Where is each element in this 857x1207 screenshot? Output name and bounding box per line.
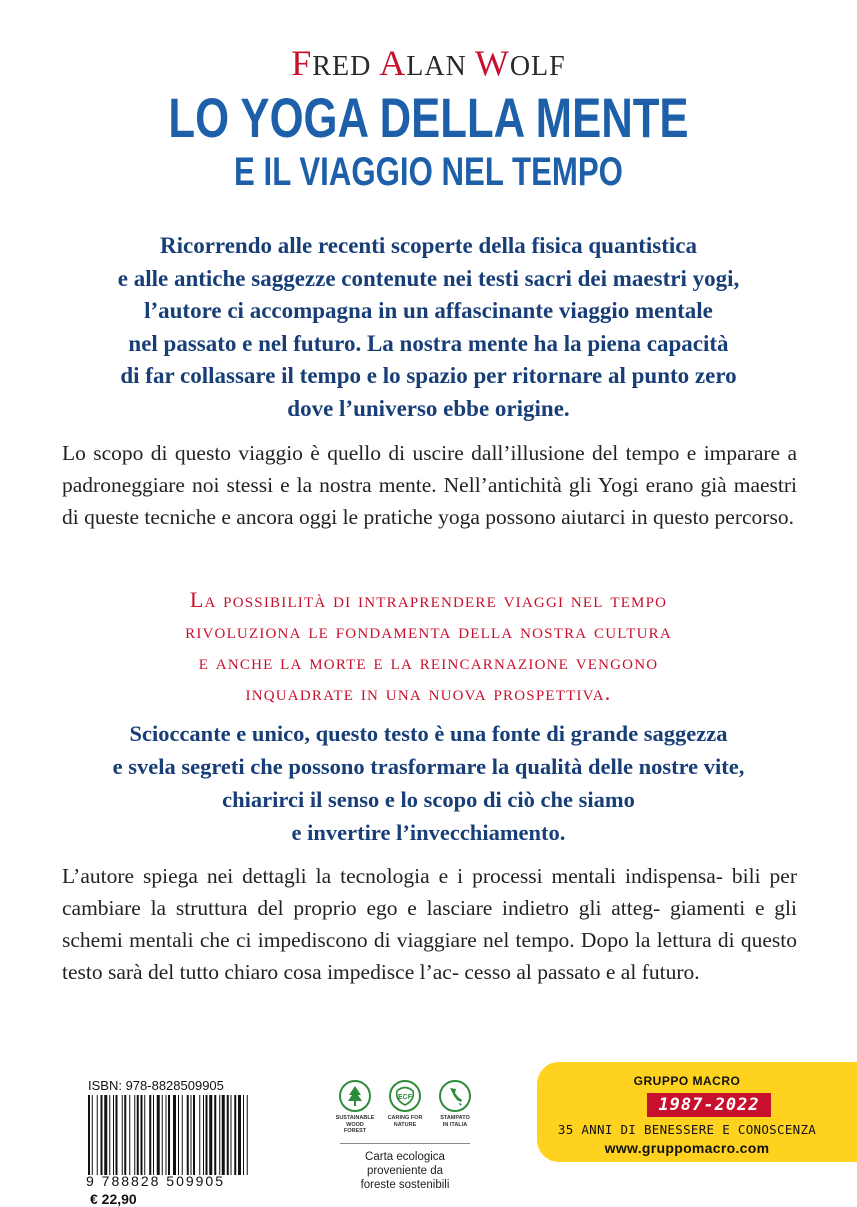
intro-line: Ricorrendo alle recenti scoperte della fisica quantistica <box>160 233 697 258</box>
barcode-bar <box>191 1095 192 1175</box>
eco-text-line: Carta ecologica <box>365 1150 445 1163</box>
barcode-bar <box>203 1095 204 1175</box>
author-part-fred: RED <box>312 51 380 82</box>
quote-line: chiarirci il senso e lo scopo di ciò che siamo <box>222 787 635 812</box>
barcode-bar <box>187 1095 189 1175</box>
intro-line: l’autore ci accompagna in un affascinante viaggio mentale <box>144 298 713 323</box>
quote-line: e invertire l’invecchiamento. <box>291 820 566 845</box>
highlight-line: La possibilità di intraprendere viaggi nel tempo <box>189 587 668 612</box>
eco-text-line: proveniente da <box>366 1164 444 1177</box>
barcode-bar <box>222 1095 225 1175</box>
paragraph-line: Yogi erano già maestri di queste tecniche e ancora oggi le pratiche yoga <box>62 473 798 529</box>
barcode-bar <box>137 1095 139 1175</box>
author-initial-w: W <box>474 43 510 83</box>
barcode-bar <box>227 1095 229 1175</box>
barcode-block <box>86 1078 296 1207</box>
eco-divider <box>340 1143 470 1144</box>
barcode-bar <box>209 1095 212 1175</box>
eco-label: STAMPATO <box>440 1115 470 1121</box>
barcode-bar <box>157 1095 160 1175</box>
svg-text:ECF: ECF <box>398 1094 412 1101</box>
barcode-bar <box>141 1095 143 1175</box>
barcode-bar <box>153 1095 154 1175</box>
quote-line: e svela segreti che possono trasformare la qualità delle nostre vite, <box>112 754 745 779</box>
eco-item <box>385 1080 425 1135</box>
barcode-bar <box>101 1095 103 1175</box>
book-title: LO YOGA DELLA MENTE <box>168 86 689 149</box>
intro-line: dove l’universo ebbe origine. <box>287 395 570 421</box>
paragraph-line: cesso al passato e al futuro. <box>464 960 700 984</box>
eco-text <box>335 1150 475 1192</box>
publisher-name: GRUPPO MACRO <box>633 1074 741 1088</box>
barcode-bar <box>92 1095 93 1175</box>
quote-line: Scioccante e unico, questo testo è una fonte di grande saggezza <box>129 721 728 746</box>
author-part-alan: LAN <box>406 51 475 82</box>
paragraph-line: Lo scopo di questo viaggio è quello di uscire dall’illusione del tempo e <box>62 441 697 465</box>
eco-text-line: foreste sostenibili <box>360 1178 450 1191</box>
barcode-bar <box>149 1095 151 1175</box>
barcode-bar <box>144 1095 145 1175</box>
paragraph-line: bili per cambiare la struttura del proprio ego e lasciare indietro gli atteg- <box>62 864 798 920</box>
barcode-bar <box>109 1095 110 1175</box>
barcode-bar <box>116 1095 118 1175</box>
book-subtitle: E IL VIAGGIO NEL TEMPO <box>234 150 623 194</box>
barcode-bar <box>166 1095 167 1175</box>
barcode-digits: 9 788828 509905 <box>86 1173 225 1189</box>
barcode-bar <box>168 1095 170 1175</box>
paragraph-line: L’autore spiega nei dettagli la tecnologia e i processi mentali indispensa- <box>62 864 723 888</box>
eco-block <box>335 1080 475 1192</box>
publisher-badge <box>537 1062 857 1162</box>
price: € 22,90 <box>90 1191 137 1207</box>
highlight-line: e anche la morte e la reincarnazione vengono <box>198 649 659 674</box>
highlight-text <box>40 584 817 708</box>
intro-text <box>60 230 797 425</box>
barcode-bar <box>122 1095 123 1175</box>
intro-line: di far collassare il tempo e lo spazio per ritornare al punto zero <box>120 363 737 388</box>
barcode-bar <box>206 1095 208 1175</box>
quote-text <box>50 717 807 849</box>
body-paragraph-1 <box>62 437 797 533</box>
eco-item <box>335 1080 375 1135</box>
barcode-bar <box>134 1095 135 1175</box>
eco-label: CARING FOR <box>387 1115 423 1121</box>
author-part-wolf: OLF <box>509 51 566 82</box>
intro-line: nel passato e nel futuro. La nostra mente ha la piena capacità <box>128 330 729 356</box>
barcode-bar <box>247 1095 248 1175</box>
barcode-bar <box>234 1095 236 1175</box>
barcode-bar <box>97 1095 98 1175</box>
barcode-bar <box>162 1095 163 1175</box>
publisher-website[interactable]: www.gruppomacro.com <box>604 1140 770 1156</box>
barcode-bar <box>129 1095 130 1175</box>
barcode-bar <box>173 1095 176 1175</box>
barcode-bar <box>193 1095 195 1175</box>
intro-line: e alle antiche saggezze contenute nei testi sacri dei maestri yogi, <box>117 265 740 291</box>
author-name <box>0 42 857 84</box>
paragraph-line: imparare a padroneggiare noi stessi e la nostra mente. Nell’antichità gli <box>62 441 798 497</box>
eco-label: IN ITALIA <box>442 1121 468 1128</box>
tree-icon <box>339 1080 371 1112</box>
barcode-bar <box>238 1095 241 1175</box>
barcode-bar <box>219 1095 220 1175</box>
paragraph-line: Dopo la lettura di questo testo sarà del tutto chiaro cosa impedisce l’ac- <box>62 928 797 984</box>
barcode-bar <box>113 1095 114 1175</box>
italy-icon <box>439 1080 471 1112</box>
barcode-bar <box>199 1095 200 1175</box>
isbn-label: ISBN: 978-8828509905 <box>88 1078 224 1093</box>
eco-label: SUSTAINABLE <box>335 1115 375 1121</box>
barcode-bar <box>88 1095 90 1175</box>
barcode-bar <box>124 1095 126 1175</box>
barcode-bar <box>104 1095 107 1175</box>
highlight-line: inquadrate in una nuova prospettiva. <box>245 680 612 705</box>
author-initial-a: A <box>379 43 407 83</box>
eco-label: NATURE <box>393 1121 417 1128</box>
body-paragraph-2 <box>62 860 797 988</box>
eco-label: WOOD FOREST <box>343 1121 367 1134</box>
highlight-line: rivoluziona le fondamenta della nostra cultura <box>185 618 672 643</box>
barcode-bar <box>243 1095 244 1175</box>
ecf-icon <box>389 1080 421 1112</box>
paragraph-line: possono aiutarci in questo percorso. <box>485 505 794 529</box>
barcode-bar <box>178 1095 179 1175</box>
barcode-bar <box>214 1095 216 1175</box>
eco-item <box>435 1080 475 1135</box>
barcode-bar <box>231 1095 232 1175</box>
anniversary-years: 1987-2022 <box>647 1093 771 1117</box>
author-initial-f: F <box>291 43 313 83</box>
barcode-bar <box>182 1095 183 1175</box>
anniversary-subtitle: 35 ANNI DI BENESSERE E CONOSCENZA <box>557 1122 817 1137</box>
barcode-image <box>86 1095 292 1175</box>
paragraph-line: giamenti e gli schemi mentali che ci impediscono di viaggiare nel tempo. <box>62 896 798 952</box>
